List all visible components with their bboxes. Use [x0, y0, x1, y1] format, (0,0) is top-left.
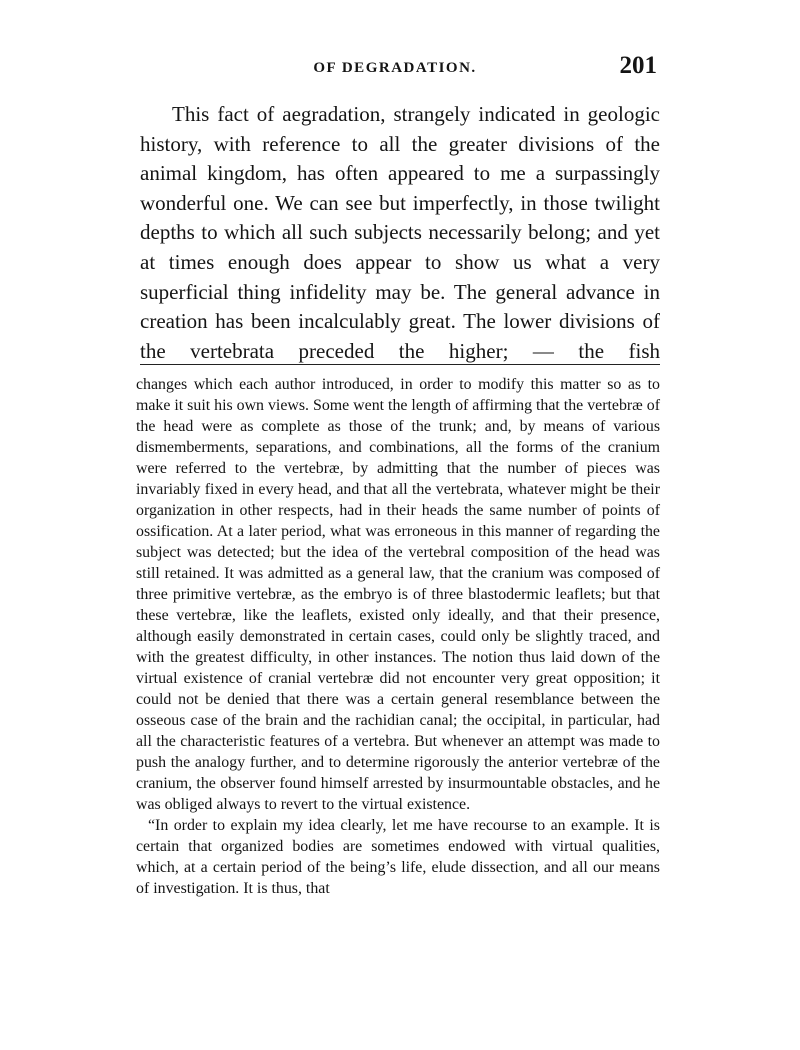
footnote — [136, 374, 660, 899]
footnote-paragraph-2: “In order to explain my idea clearly, let me have recourse to an example. It is certain that organized bodies are sometimes endowed with virtual qualities, which, at a certain period of the being’s life, elude dissection, and all our means of investigation. It is thus, that — [136, 817, 660, 897]
main-paragraph: This fact of aegradation, strangely indicated in geologic history, with reference to all the greater divisions of the animal kingdom, has often appeared to me a surpassingly wonderful one. We can see but imperfectly, in those twilight depths to which all such subjects necessarily belong; and yet at times enough does appear to show us what a very superficial thing infidelity may be. The general advance in creation has been incalculably great. The lower divisions of the vertebrata preceded the higher; — the fish — [140, 102, 660, 363]
running-title: OF DEGRADATION. — [313, 60, 477, 76]
running-head — [135, 52, 655, 84]
page-number: 201 — [619, 52, 657, 79]
main-text — [140, 100, 660, 366]
footnote-paragraph-1: changes which each author introduced, in order to modify this matter so as to make it suit his own views. Some went the length of affirming that the vertebræ of the head were as complete as those of the trunk; and, by means of various dismemberments, separations, and combinations, all the forms of the cranium were referred to the vertebræ, by admitting that the number of pieces was invariably fixed in every head, and that all the vertebrata, whatever might be their organization in other respects, had in their heads the same number of points of ossification. At a later period, what was erroneous in this manner of regarding the subject was detected; but the idea of the vertebral composition of the head was still retained. It was admitted as a general law, that the cranium was composed of three primitive vertebræ, as the embryo is of three blastodermic leaflets; but that these vertebræ, like the leaflets, existed only ideally, and that their presence, although easily demonstrated in certain cases, could only be slightly traced, and with the greatest difficulty, in other instances. The notion thus laid down of the virtual existence of cranial vertebræ did not encounter very great opposition; it could not be denied that there was a certain general resemblance between the osseous case of the brain and the rachidian canal; the occipital, in particular, had all the characteristic features of a vertebra. But whenever an attempt was made to push the analogy further, and to determine rigorously the anterior vertebræ of the cranium, the observer found himself arrested by insurmountable obstacles, and he was obliged always to revert to the virtual existence. — [136, 376, 660, 813]
footnote-divider — [140, 364, 660, 365]
